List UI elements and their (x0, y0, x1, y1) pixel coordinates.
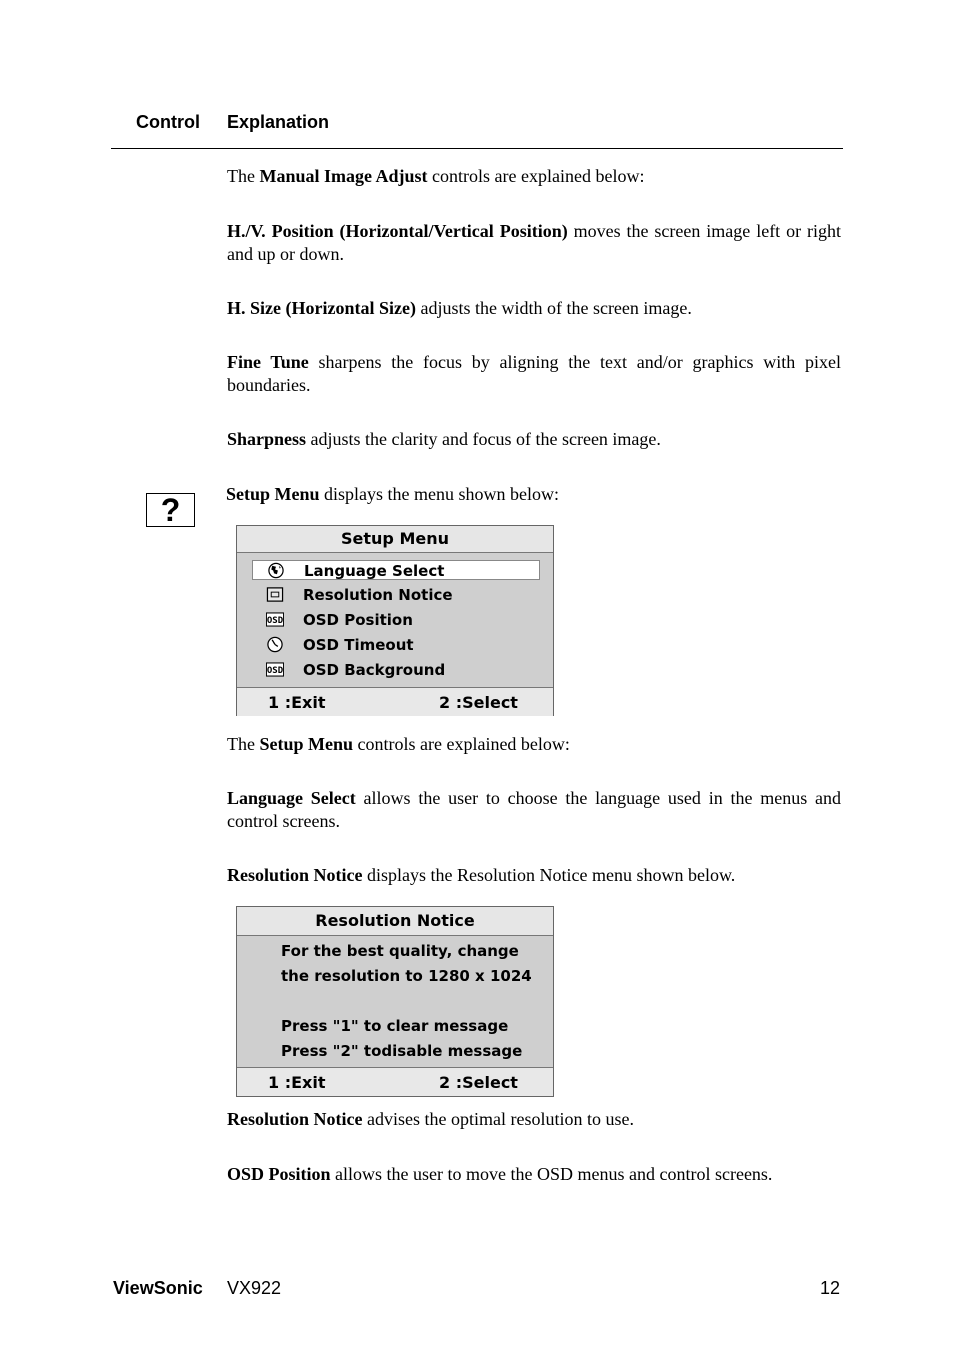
paragraph-language-select: Language Select allows the user to choose the language used in the menus and control screens. (227, 788, 841, 831)
footer-brand: ViewSonic (113, 1278, 203, 1298)
resolution-notice-message (237, 936, 553, 1067)
paragraph-osd-position: OSD Position allows the user to move the OSD menus and control screens. (227, 1164, 773, 1184)
menu-item-label: Language Select (304, 562, 445, 580)
menu-item-osd-background[interactable] (252, 660, 540, 680)
paragraph-manual-image-adjust: The Manual Image Adjust controls are explained below: (227, 166, 645, 186)
setup-menu-footer (237, 687, 553, 716)
clock-icon (266, 636, 284, 653)
message-line: the resolution to 1280 x 1024 (281, 967, 532, 985)
message-line: Press "2" todisable message (281, 1042, 523, 1060)
select-hint: 2 :Select (439, 1073, 518, 1092)
resolution-notice-osd (236, 906, 554, 1097)
osd-icon (266, 611, 284, 628)
paragraph-h-size: H. Size (Horizontal Size) adjusts the width of the screen image. (227, 298, 692, 318)
paragraph-hv-position: H./V. Position (Horizontal/Vertical Position) moves the screen image left or right and up or down. (227, 221, 841, 264)
paragraph-setup-menu-controls: The Setup Menu controls are explained below: (227, 734, 570, 754)
setup-menu-title: Setup Menu (237, 526, 553, 553)
resolution-notice-icon (266, 586, 284, 603)
resolution-notice-footer (237, 1067, 553, 1096)
question-mark-icon: ? (146, 493, 195, 527)
column-header-explanation: Explanation (227, 112, 330, 132)
paragraph-setup-menu: Setup Menu displays the menu shown below: (226, 484, 559, 504)
message-line: For the best quality, change (281, 942, 519, 960)
exit-hint: 1 :Exit (268, 1073, 326, 1092)
page-number: 12 (820, 1278, 841, 1298)
svg-text:OSD: OSD (266, 666, 284, 677)
menu-item-resolution-notice[interactable] (252, 585, 540, 605)
resolution-notice-title: Resolution Notice (237, 907, 553, 936)
globe-icon (267, 562, 285, 579)
svg-text:OSD: OSD (266, 616, 284, 627)
header-divider (111, 148, 843, 149)
menu-item-label: OSD Background (303, 661, 446, 679)
menu-item-osd-timeout[interactable] (252, 635, 540, 655)
exit-hint: 1 :Exit (268, 693, 326, 712)
column-header-control: Control (136, 112, 200, 132)
paragraph-resolution-notice: Resolution Notice displays the Resolution Notice menu shown below. (227, 865, 736, 885)
paragraph-fine-tune: Fine Tune sharpens the focus by aligning the text and/or graphics with pixel boundaries. (227, 352, 841, 395)
menu-item-label: OSD Timeout (303, 636, 414, 654)
menu-item-label: OSD Position (303, 611, 413, 629)
menu-item-language-select[interactable] (252, 560, 540, 580)
message-line: Press "1" to clear message (281, 1017, 509, 1035)
osd-icon (266, 661, 284, 678)
paragraph-resolution-notice-advice: Resolution Notice advises the optimal resolution to use. (227, 1109, 634, 1129)
menu-item-label: Resolution Notice (303, 586, 453, 604)
menu-item-osd-position[interactable] (252, 610, 540, 630)
select-hint: 2 :Select (439, 693, 518, 712)
setup-menu-list (237, 553, 553, 687)
paragraph-sharpness: Sharpness adjusts the clarity and focus of the screen image. (227, 429, 661, 449)
footer-model: VX922 (227, 1278, 282, 1298)
setup-menu-osd (236, 525, 554, 716)
